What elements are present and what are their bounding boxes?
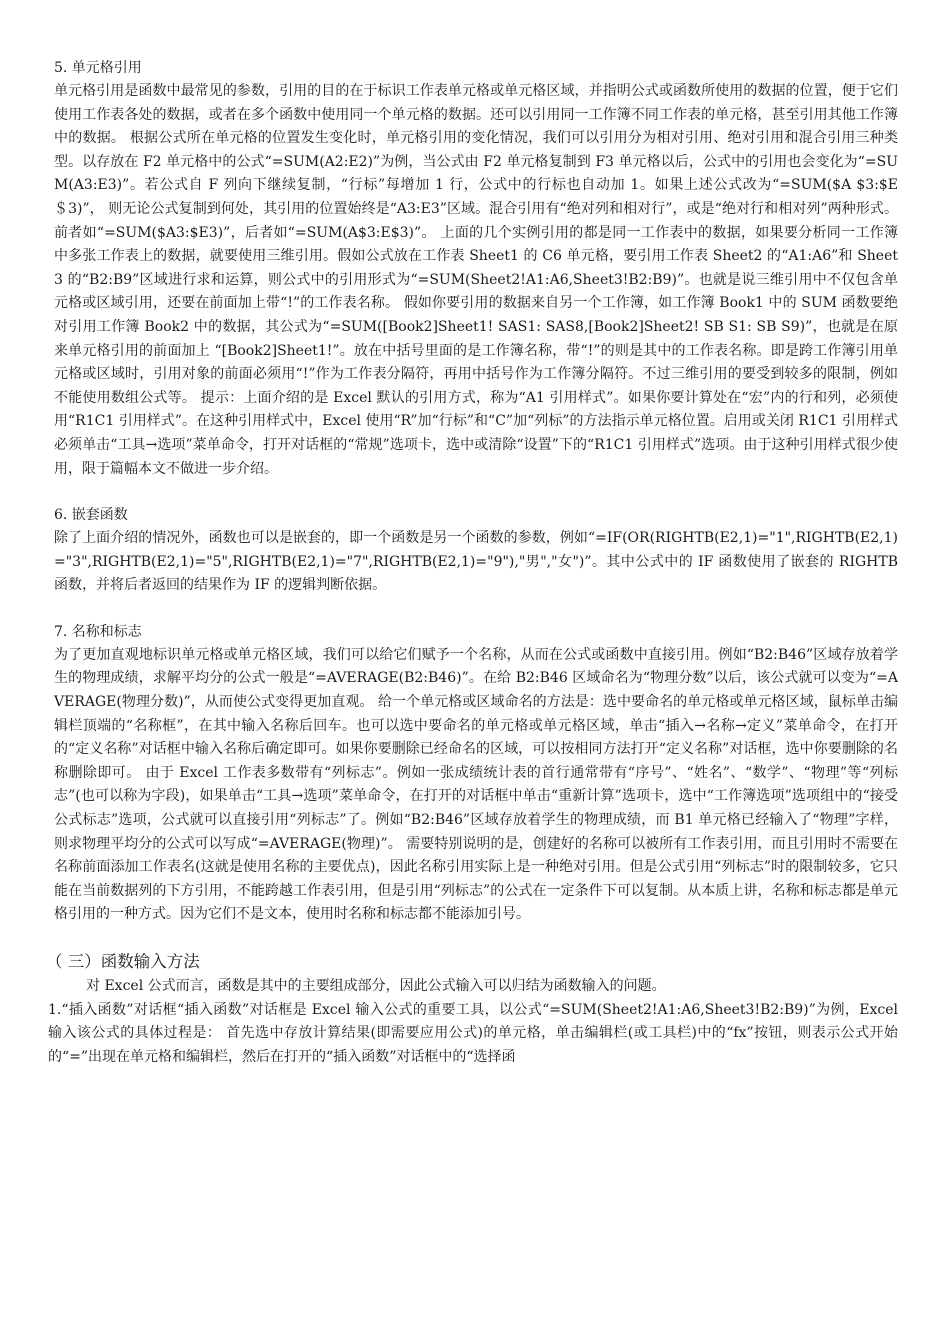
- section-title: 5. 单元格引用: [54, 60, 142, 76]
- section-body: 为了更加直观地标识单元格或单元格区域，我们可以给它们赋予一个名称，从而在公式或函数中直接引用。例如“B2:B46”区域存放着学生的物理成绩，求解平均分的公式一般是“=AVERAGE(B2:B46)”。在给 B2:B46 区域命名为“物理分数”以后，该公式就可以变为“=AVERAGE(物理分数)”，从而使公式变得更加直观。 给一个单元格或区域命名的方法是：选中要命名的单元格或单元格区域，鼠标单击编辑栏顶端的“名称框”，在其中输入名称后回车。也可以选中要命名的单元格或单元格区域，单击“插入→名称→定义”菜单命令，在打开的“定义名称”对话框中输入名称后确定即可。如果你要删除已经命名的区域，可以按相同方法打开“定义名称”对话框，选中你要删除的名称删除即可。 由于 Excel 工作表多数带有“列标志”。例如一张成绩统计表的首行通常带有“序号”、“姓名”、“数学”、“物理”等“列标志”(也可以称为字段)，如果单击“工具→选项”菜单命令，在打开的对话框中单击“重新计算”选项卡，选中“工作簿选项”选项组中的“接受公式标志”选项，公式就可以直接引用“列标志”了。例如“B2:B46”区域存放着学生的物理成绩，而 B1 单元格已经输入了“物理”字样，则求物理平均分的公式可以写成“=AVERAGE(物理)”。 需要特别说明的是，创建好的名称可以被所有工作表引用，而且引用时不需要在名称前面添加工作表名(这就是使用名称的主要优点)，因此名称引用实际上是一种绝对引用。但是公式引用“列标志”时的限制较多，它只能在当前数据列的下方引用，不能跨越工作表引用，但是引用“列标志”的公式在一定条件下可以复制。从本质上讲，名称和标志都是单元格引用的一种方式。因为它们不是文本，使用时名称和标志都不能添加引号。: [54, 646, 898, 923]
- section-body: 除了上面介绍的情况外，函数也可以是嵌套的，即一个函数是另一个函数的参数，例如“=IF(OR(RIGHTB(E2,1)="1",RIGHTB(E2,1)="3",RIGHTB(E2,1)="5",RIGHTB(E2,1)="7",RIGHTB(E2,1)="9"),"男","女")”。其中公式中的 IF 函数使用了嵌套的 RIGHTB 函数，并将后者返回的结果作为 IF 的逻辑判断依据。: [54, 530, 898, 594]
- intro-paragraph: 对 Excel 公式而言，函数是其中的主要组成部分，因此公式输入可以归结为函数输入的问题。: [86, 978, 666, 994]
- section-names-and-labels: [54, 620, 898, 927]
- section-function-input: [46, 949, 898, 1069]
- heading-function-input: （ 三）函数输入方法: [46, 952, 200, 971]
- section-title: 7. 名称和标志: [54, 623, 142, 640]
- section-nested-functions: [54, 503, 898, 598]
- section-body: 单元格引用是函数中最常见的参数，引用的目的在于标识工作表单元格或单元格区域，并指明公式或函数所使用的数据的位置，便于它们使用工作表各处的数据，或者在多个函数中使用同一个单元格的数据。还可以引用同一工作簿不同工作表的单元格，甚至引用其他工作簿中的数据。 根据公式所在单元格的位置发生变化时，单元格引用的变化情况，我们可以引用分为相对引用、绝对引用和混合引用三种类型。以存放在 F2 单元格中的公式“=SUM(A2:E2)”为例，当公式由 F2 单元格复制到 F3 单元格以后，公式中的引用也会变化为“=SUM(A3:E3)”。若公式自 F 列向下继续复制，“行标”每增加 1 行，公式中的行标也自动加 1。如果上述公式改为“=SUM($A $3:$E ＄3)”， 则无论公式复制到何处，其引用的位置始终是“A3:E3”区域。混合引用有“绝对列和相对行”，或是“绝对行和相对列”两种形式。前者如“=SUM($A3:$E3)”，后者如“=SUM(A$3:E$3)”。 上面的几个实例引用的都是同一工作表中的数据，如果要分析同一工作簿中多张工作表上的数据，就要使用三维引用。假如公式放在工作表 Sheet1 的 C6 单元格，要引用工作表 Sheet2 的“A1:A6”和 Sheet3 的“B2:B9”区域进行求和运算，则公式中的引用形式为“=SUM(Sheet2!A1:A6,Sheet3!B2:B9)”。也就是说三维引用中不仅包含单元格或区域引用，还要在前面加上带“!”的工作表名称。 假如你要引用的数据来自另一个工作簿，如工作簿 Book1 中的 SUM 函数要绝对引用工作簿 Book2 中的数据，其公式为“=SUM([Book2]Sheet1! SAS1: SAS8,[Book2]Sheet2! SB S1: SB S9)”，也就是在原来单元格引用的前面加上 “[Book2]Sheet1!”。放在中括号里面的是工作簿名称，带“!”的则是其中的工作表名称。即是跨工作簿引用单元格或区域时，引用对象的前面必须用“!”作为工作表分隔符，再用中括号作为工作簿分隔符。不过三维引用的要受到较多的限制，例如不能使用数组公式等。 提示：上面介绍的是 Excel 默认的引用方式，称为“A1 引用样式”。如果你要计算处在“宏”内的行和列，必须使用“R1C1 引用样式”。在这种引用样式中，Excel 使用“R”加“行标”和“C”加“列标”的方法指示单元格位置。启用或关闭 R1C1 引用样式必须单击“工具→选项”菜单命令，打开对话框的“常规”选项卡，选中或清除“设置”下的“R1C1 引用样式”选项。由于这种引用样式很少使用，限于篇幅本文不做进一步介绍。: [54, 83, 898, 477]
- section-title: 6. 嵌套函数: [54, 507, 128, 524]
- list-item-insert-function: 1.“插入函数”对话框“插入函数”对话框是 Excel 输入公式的重要工具，以公式“=SUM(Sheet2!A1:A6,Sheet3!B2:B9)”为例，Excel 输入该公式的具体过程是： 首先选中存放计算结果(即需要应用公式)的单元格，单击编辑栏(或工具栏)中的“fx”按钮，则表示公式开始的“=”出现在单元格和编辑栏，然后在打开的“插入函数”对话框中的“选择函: [48, 1001, 898, 1065]
- section-cell-reference: [54, 56, 898, 481]
